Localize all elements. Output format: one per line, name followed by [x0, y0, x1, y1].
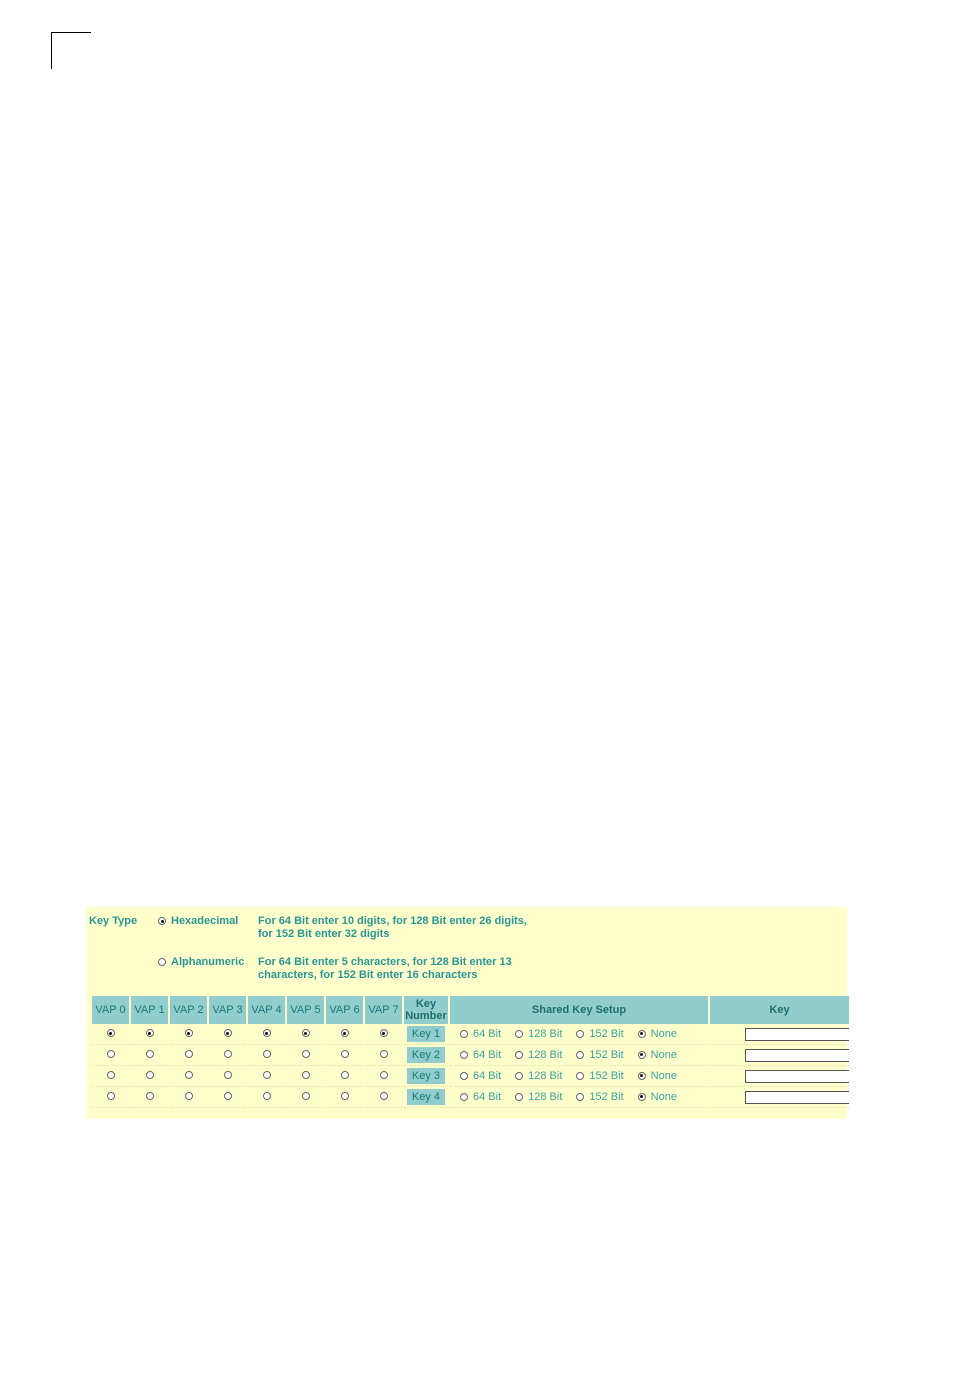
bit-option[interactable]: [576, 1049, 623, 1061]
vap-cell: [326, 1087, 363, 1108]
bit-label: None: [650, 1069, 677, 1082]
bit-radio[interactable]: [576, 1051, 584, 1059]
header-vap-6: VAP 6: [326, 996, 363, 1024]
key-type-label: Key Type: [89, 915, 138, 927]
bit-label: 128 Bit: [528, 1069, 563, 1082]
bit-radio[interactable]: [638, 1051, 646, 1059]
vap-cell: [365, 1045, 402, 1066]
vap-5-key-4-radio[interactable]: [302, 1092, 310, 1100]
wep-key-panel: [86, 907, 847, 1119]
vap-3-key-2-radio[interactable]: [224, 1050, 232, 1058]
table-row: [92, 1066, 849, 1087]
key-number-label: Key 4: [407, 1089, 445, 1105]
vap-0-key-3-radio[interactable]: [107, 1071, 115, 1079]
vap-cell: [131, 1087, 168, 1108]
bit-label: 64 Bit: [473, 1027, 502, 1040]
vap-3-key-1-radio[interactable]: [224, 1029, 232, 1037]
bit-option[interactable]: [515, 1091, 562, 1103]
bit-label: 128 Bit: [528, 1090, 563, 1103]
bit-radio[interactable]: [638, 1072, 646, 1080]
vap-cell: [92, 1066, 129, 1087]
shared-key-setup-cell: [450, 1087, 708, 1108]
bit-label: 152 Bit: [589, 1027, 624, 1040]
bit-label: 128 Bit: [528, 1048, 563, 1061]
vap-2-key-1-radio[interactable]: [185, 1029, 193, 1037]
vap-cell: [170, 1045, 207, 1066]
bit-option[interactable]: [515, 1049, 562, 1061]
table-row: [92, 1087, 849, 1108]
vap-cell: [287, 1087, 324, 1108]
bit-option[interactable]: [576, 1028, 623, 1040]
table-row: [92, 1024, 849, 1045]
vap-2-key-2-radio[interactable]: [185, 1050, 193, 1058]
bit-option[interactable]: [460, 1028, 501, 1040]
vap-cell: [287, 1066, 324, 1087]
bit-option[interactable]: [515, 1028, 562, 1040]
key-type-hexadecimal-option[interactable]: [158, 915, 238, 927]
bit-radio[interactable]: [576, 1030, 584, 1038]
vap-cell: [365, 1087, 402, 1108]
vap-4-key-4-radio[interactable]: [263, 1092, 271, 1100]
vap-2-key-4-radio[interactable]: [185, 1092, 193, 1100]
key-input-cell: [710, 1066, 849, 1087]
bit-option[interactable]: [576, 1070, 623, 1082]
header-vap-0: VAP 0: [92, 996, 129, 1024]
vap-cell: [287, 1024, 324, 1045]
vap-cell: [170, 1066, 207, 1087]
vap-6-key-2-radio[interactable]: [341, 1050, 349, 1058]
vap-6-key-4-radio[interactable]: [341, 1092, 349, 1100]
vap-cell: [92, 1045, 129, 1066]
bit-option[interactable]: [460, 1070, 501, 1082]
vap-cell: [209, 1066, 246, 1087]
bit-radio[interactable]: [515, 1093, 523, 1101]
vap-cell: [326, 1024, 363, 1045]
vap-cell: [248, 1045, 285, 1066]
shared-key-setup-cell: [450, 1024, 708, 1045]
key-number-label: Key 2: [407, 1047, 445, 1063]
key-3-input[interactable]: [745, 1070, 849, 1083]
vap-cell: [131, 1024, 168, 1045]
vap-cell: [209, 1024, 246, 1045]
bit-option[interactable]: [515, 1070, 562, 1082]
page-corner-mark: [51, 32, 91, 69]
vap-4-key-3-radio[interactable]: [263, 1071, 271, 1079]
vap-cell: [170, 1087, 207, 1108]
vap-7-key-3-radio[interactable]: [380, 1071, 388, 1079]
vap-cell: [248, 1024, 285, 1045]
header-key-number: Key Number: [405, 998, 447, 1022]
header-vap-2: VAP 2: [170, 996, 207, 1024]
vap-1-key-2-radio[interactable]: [146, 1050, 154, 1058]
bit-radio[interactable]: [460, 1072, 468, 1080]
vap-cell: [365, 1024, 402, 1045]
vap-4-key-2-radio[interactable]: [263, 1050, 271, 1058]
vap-7-key-2-radio[interactable]: [380, 1050, 388, 1058]
key-input-cell: [710, 1024, 849, 1045]
key-type-alphanumeric-option[interactable]: [158, 956, 244, 968]
key-number-cell: [404, 1045, 448, 1066]
alphanumeric-label: Alphanumeric: [171, 956, 245, 968]
vap-3-key-3-radio[interactable]: [224, 1071, 232, 1079]
vap-cell: [92, 1087, 129, 1108]
vap-6-key-3-radio[interactable]: [341, 1071, 349, 1079]
key-2-input[interactable]: [745, 1049, 849, 1062]
vap-cell: [248, 1087, 285, 1108]
table-header-row: [92, 996, 849, 1024]
bit-option[interactable]: [638, 1091, 677, 1103]
vap-cell: [170, 1024, 207, 1045]
vap-cell: [209, 1087, 246, 1108]
vap-1-key-4-radio[interactable]: [146, 1092, 154, 1100]
vap-cell: [131, 1066, 168, 1087]
bit-option[interactable]: [576, 1091, 623, 1103]
vap-0-key-2-radio[interactable]: [107, 1050, 115, 1058]
key-4-input[interactable]: [745, 1091, 849, 1104]
shared-key-setup-cell: [450, 1066, 708, 1087]
bit-radio[interactable]: [576, 1072, 584, 1080]
header-vap-5: VAP 5: [287, 996, 324, 1024]
header-vap-1: VAP 1: [131, 996, 168, 1024]
hexadecimal-radio[interactable]: [158, 917, 166, 925]
vap-5-key-2-radio[interactable]: [302, 1050, 310, 1058]
vap-5-key-1-radio[interactable]: [302, 1029, 310, 1037]
bit-label: 152 Bit: [589, 1048, 624, 1061]
vap-0-key-1-radio[interactable]: [107, 1029, 115, 1037]
bit-label: 152 Bit: [589, 1069, 624, 1082]
bit-label: None: [650, 1090, 677, 1103]
bit-label: None: [650, 1048, 677, 1061]
bit-option[interactable]: [638, 1049, 677, 1061]
bit-radio[interactable]: [638, 1030, 646, 1038]
vap-cell: [209, 1045, 246, 1066]
key-input-cell: [710, 1045, 849, 1066]
key-input-cell: [710, 1087, 849, 1108]
vap-1-key-1-radio[interactable]: [146, 1029, 154, 1037]
vap-cell: [131, 1045, 168, 1066]
key-number-cell: [404, 1024, 448, 1045]
vap-7-key-1-radio[interactable]: [380, 1029, 388, 1037]
vap-7-key-4-radio[interactable]: [380, 1092, 388, 1100]
header-vap-4: VAP 4: [248, 996, 285, 1024]
hexadecimal-label: Hexadecimal: [171, 915, 239, 927]
vap-5-key-3-radio[interactable]: [302, 1071, 310, 1079]
vap-cell: [326, 1045, 363, 1066]
bit-radio[interactable]: [515, 1030, 523, 1038]
vap-2-key-3-radio[interactable]: [185, 1071, 193, 1079]
bit-radio[interactable]: [638, 1093, 646, 1101]
header-vap-3: VAP 3: [209, 996, 246, 1024]
header-key: Key: [710, 996, 849, 1024]
vap-cell: [326, 1066, 363, 1087]
key-number-label: Key 3: [407, 1068, 445, 1084]
key-number-cell: [404, 1087, 448, 1108]
header-shared-key-setup: Shared Key Setup: [450, 996, 708, 1024]
hexadecimal-description: For 64 Bit enter 10 digits, for 128 Bit enter 26 digits, for 152 Bit enter 32 digits: [258, 915, 527, 940]
vap-cell: [248, 1066, 285, 1087]
vap-4-key-1-radio[interactable]: [263, 1029, 271, 1037]
bit-option[interactable]: [638, 1070, 677, 1082]
table-row: [92, 1045, 849, 1066]
key-1-input[interactable]: [745, 1028, 849, 1041]
header-vap-7: VAP 7: [365, 996, 402, 1024]
vap-6-key-1-radio[interactable]: [341, 1029, 349, 1037]
bit-label: 64 Bit: [473, 1048, 502, 1061]
vap-cell: [365, 1066, 402, 1087]
bit-label: 128 Bit: [528, 1027, 563, 1040]
bit-label: 152 Bit: [589, 1090, 624, 1103]
vap-1-key-3-radio[interactable]: [146, 1071, 154, 1079]
vap-0-key-4-radio[interactable]: [107, 1092, 115, 1100]
bit-radio[interactable]: [576, 1093, 584, 1101]
key-number-label: Key 1: [407, 1026, 445, 1042]
bit-radio[interactable]: [460, 1030, 468, 1038]
wep-key-table: [90, 996, 851, 1108]
bit-option[interactable]: [460, 1049, 501, 1061]
bit-radio[interactable]: [515, 1051, 523, 1059]
vap-3-key-4-radio[interactable]: [224, 1092, 232, 1100]
alphanumeric-radio[interactable]: [158, 958, 166, 966]
vap-cell: [92, 1024, 129, 1045]
bit-label: 64 Bit: [473, 1069, 502, 1082]
bit-label: 64 Bit: [473, 1090, 502, 1103]
bit-option[interactable]: [460, 1091, 501, 1103]
bit-radio[interactable]: [460, 1051, 468, 1059]
vap-cell: [287, 1045, 324, 1066]
bit-radio[interactable]: [460, 1093, 468, 1101]
bit-label: None: [650, 1027, 677, 1040]
key-number-cell: [404, 1066, 448, 1087]
shared-key-setup-cell: [450, 1045, 708, 1066]
alphanumeric-description: For 64 Bit enter 5 characters, for 128 Bit enter 13 characters, for 152 Bit enter 16 characters: [258, 956, 512, 981]
bit-option[interactable]: [638, 1028, 677, 1040]
bit-radio[interactable]: [515, 1072, 523, 1080]
